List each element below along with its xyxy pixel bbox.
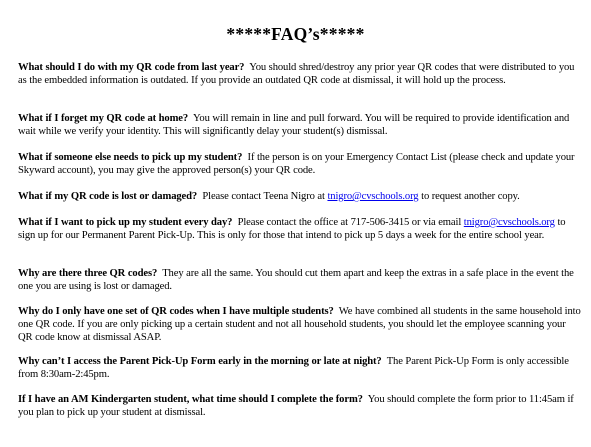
faq-question: Why are there three QR codes? — [18, 268, 158, 279]
faq-answer-after: to request another copy. — [421, 191, 520, 202]
faq-answer-after: to sign up for our Permanent Parent Pick-Up. This is only for those that intend to pick up 5 days a week for the entire school year. — [18, 217, 566, 241]
faq-item-multiple-students — [18, 306, 581, 344]
faq-question: What if I want to pick up my student every day? — [18, 217, 233, 228]
faq-answer: They are all the same. You should cut them apart and keep the extras in a safe place in the event the one you are using is lost or damaged. — [18, 268, 574, 292]
email-link[interactable]: tnigro@cvschools.org — [463, 217, 555, 228]
faq-question: What if someone else needs to pick up my student? — [18, 152, 243, 163]
faq-answer: You will remain in line and pull forward. You will be required to provide identification and wait while we verify your identity. This will significantly delay your student(s) dismissal. — [18, 113, 570, 137]
faq-item-three-qr-codes — [18, 268, 581, 294]
faq-answer-before: Please contact the office at 717-506-3415 or via email — [237, 217, 462, 228]
faq-item-access-hours — [18, 356, 581, 382]
faq-answer: The Parent Pick-Up Form is only accessible from 8:30am-2:45pm. — [18, 356, 569, 380]
faq-question: If I have an AM Kindergarten student, what time should I complete the form? — [18, 394, 363, 405]
faq-answer: We have combined all students in the same household into one QR code. If you are only picking up a certain student and not all household students, you should let the employee scanning your QR code know at dismissal ASAP. — [18, 306, 581, 343]
faq-question: What if my QR code is lost or damaged? — [18, 191, 198, 202]
email-link[interactable]: tnigro@cvschools.org — [327, 191, 419, 202]
page-title: *****FAQ’s***** — [226, 24, 365, 44]
faq-item-qr-last-year — [18, 62, 581, 88]
faq-item-every-day — [18, 217, 581, 243]
faq-question: Why can’t I access the Parent Pick-Up Form early in the morning or late at night? — [18, 356, 382, 367]
faq-question: What should I do with my QR code from last year? — [18, 62, 245, 73]
faq-answer-before: Please contact Teena Nigro at — [202, 191, 325, 202]
faq-item-forgot-qr — [18, 113, 581, 139]
faq-answer: If the person is on your Emergency Contact List (please check and update your Skyward account), you may give the approved person(s) your QR code. — [18, 152, 575, 176]
faq-question: Why do I only have one set of QR codes when I have multiple students? — [18, 306, 334, 317]
faq-question: What if I forget my QR code at home? — [18, 113, 189, 124]
faq-answer: You should complete the form prior to 11:45am if you plan to pick up your student at dismissal. — [18, 394, 574, 418]
faq-item-am-kindergarten — [18, 394, 581, 420]
faq-answer: You should shred/destroy any prior year QR codes that were distributed to you as the embedded information is outdated. If you provide an outdated QR code at dismissal, it will hold up the process. — [18, 62, 575, 86]
faq-item-someone-else-pickup — [18, 152, 581, 178]
faq-item-lost-qr — [18, 191, 581, 204]
